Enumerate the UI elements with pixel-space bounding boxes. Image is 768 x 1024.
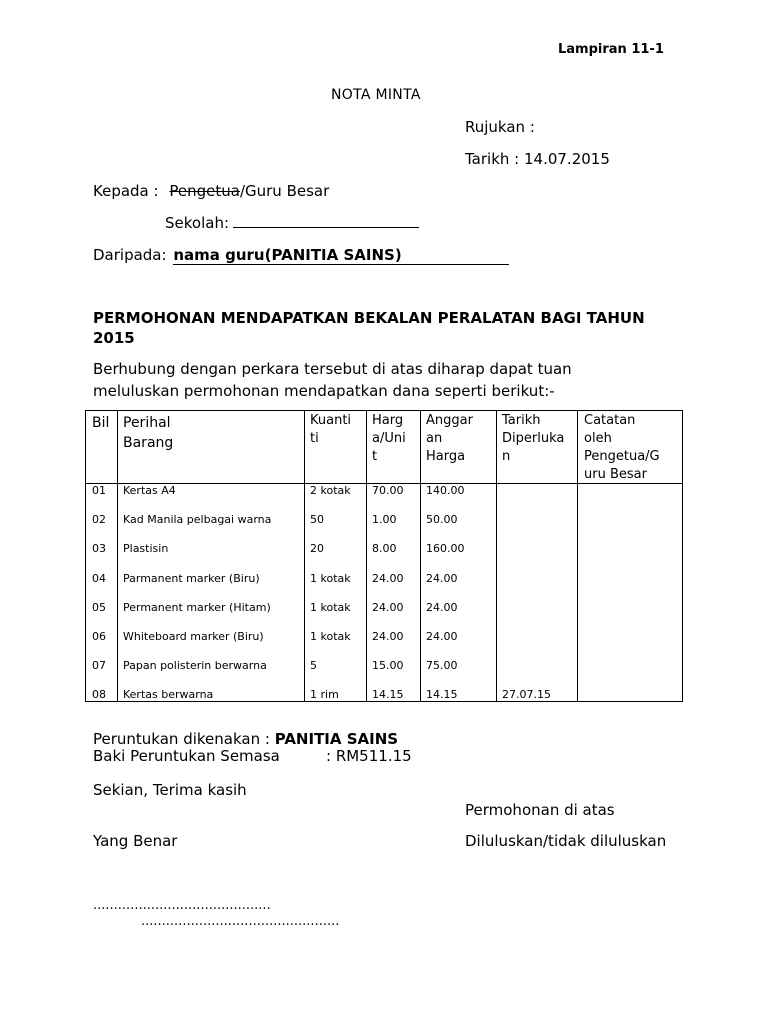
table-col-divider [496,411,497,701]
table-cell-bil: 01 [92,484,106,497]
table-header-line: Tarikh [502,413,541,428]
table-cell-perihal: Papan polisterin berwarna [123,659,267,673]
baki-label: Baki Peruntukan Semasa [93,747,280,765]
sekolah-line [165,213,419,232]
subject-line-2: 2015 [93,329,135,347]
table-header-line: Diperluka [502,431,565,446]
table-header-harga-unit [372,412,406,466]
table-header-line: a/Uni [372,431,406,446]
table-header-catatan [584,412,660,484]
sekolah-blank [233,213,419,228]
table-cell-bil: 03 [92,542,106,556]
table-cell-perihal: Kertas A4 [123,484,176,497]
table-col-divider [117,411,118,701]
table-header-tarikh [502,412,564,466]
table-header-line: Pengetua/G [584,449,660,464]
table-header-line: oleh [584,431,612,446]
peruntukan-label: Peruntukan dikenakan : [93,730,270,748]
table-header-line: t [372,449,378,464]
diluluskan-text: Diluluskan/tidak diluluskan [465,832,667,850]
body-line-1: Berhubung dengan perkara tersebut di atas diharap dapat tuan [93,360,572,378]
table-header-line: Kuanti [310,413,352,428]
table-col-divider [366,411,367,701]
table-cell-harga-unit: 24.00 [372,600,404,614]
table-cell-harga-unit: 15.00 [372,659,404,673]
yang-benar-text: Yang Benar [93,832,178,850]
table-header-line: Barang [123,435,174,451]
table-header-bil [92,413,109,433]
signature-dots-1: ........................................... [93,898,271,913]
sekian-text: Sekian, Terima kasih [93,781,247,799]
table-cell-perihal: Permanent marker (Hitam) [123,600,271,614]
request-table [85,410,683,702]
signature-dots-2: ................................................ [141,914,340,929]
body-line-2: meluluskan permohonan mendapatkan dana seperti berikut:- [93,382,555,400]
page-title: NOTA MINTA [331,87,421,103]
table-header-line: an [426,431,443,446]
table-cell-anggaran: 75.00 [426,659,458,673]
daripada-value: nama guru(PANITIA SAINS) [173,246,509,265]
subject-line-1: PERMOHONAN MENDAPATKAN BEKALAN PERALATAN BAGI TAHUN [93,309,645,327]
table-cell-perihal: Kad Manila pelbagai warna [123,513,272,527]
table-cell-anggaran: 160.00 [426,542,465,556]
table-cell-kuantiti: 1 kotak [310,571,351,585]
table-cell-harga-unit: 8.00 [372,542,397,556]
table-col-divider [304,411,305,701]
table-cell-bil: 07 [92,659,106,673]
table-header-line: Bil [92,415,110,431]
table-header-line: Harg [372,413,404,428]
peruntukan-line [93,730,398,748]
table-cell-kuantiti: 1 rim [310,688,339,702]
permohonan-text: Permohonan di atas [465,801,615,819]
table-header-line: uru Besar [584,467,647,482]
table-cell-perihal: Whiteboard marker (Biru) [123,630,264,643]
rujukan-label: Rujukan : [465,118,535,136]
peruntukan-value: PANITIA SAINS [274,730,399,748]
table-cell-perihal: Kertas berwarna [123,688,214,702]
table-cell-bil: 02 [92,513,106,527]
table-header-line: Harga [426,449,466,464]
table-cell-kuantiti: 50 [310,513,324,527]
table-header-line: ti [310,431,319,446]
table-cell-perihal: Parmanent marker (Biru) [123,571,260,585]
table-cell-anggaran: 140.00 [426,484,465,497]
table-cell-anggaran: 24.00 [426,571,458,585]
table-header-line: Catatan [584,413,636,428]
table-cell-harga-unit: 14.15 [372,688,404,702]
sekolah-label: Sekolah: [165,214,229,232]
baki-value: : RM511.15 [326,747,412,765]
table-cell-anggaran: 50.00 [426,513,458,527]
table-col-divider [420,411,421,701]
table-cell-bil: 05 [92,600,106,614]
kepada-struck: Pengetua [169,182,240,200]
table-header-line: Anggar [426,413,473,428]
table-header-anggaran [426,412,473,466]
daripada-label: Daripada: [93,246,167,264]
table-header-perihal [123,413,173,453]
table-cell-harga-unit: 70.00 [372,484,404,497]
kepada-label: Kepada : [93,182,159,200]
table-header-line: Perihal [123,415,171,431]
table-cell-kuantiti: 5 [310,659,317,673]
table-cell-kuantiti: 1 kotak [310,600,351,614]
table-cell-harga-unit: 24.00 [372,571,404,585]
table-cell-anggaran: 24.00 [426,630,458,643]
table-header-line: n [502,449,511,464]
kepada-recipient: /Guru Besar [239,182,330,200]
table-cell-kuantiti: 2 kotak [310,484,351,497]
table-cell-anggaran: 14.15 [426,688,458,702]
daripada-line [93,246,509,265]
table-col-divider [577,411,578,701]
table-cell-bil: 08 [92,688,106,702]
table-cell-harga-unit: 1.00 [372,513,397,527]
table-cell-kuantiti: 1 kotak [310,630,351,643]
table-header-kuantiti [310,412,351,448]
table-cell-perihal: Plastisin [123,542,169,556]
table-cell-anggaran: 24.00 [426,600,458,614]
kepada-line [93,182,329,200]
table-cell-kuantiti: 20 [310,542,324,556]
table-cell-bil: 04 [92,571,106,585]
lampiran-label: Lampiran 11-1 [558,42,664,57]
tarikh-label: Tarikh : 14.07.2015 [465,150,610,168]
table-cell-tarikh: 27.07.15 [502,688,551,702]
table-cell-bil: 06 [92,630,106,643]
table-cell-harga-unit: 24.00 [372,630,404,643]
